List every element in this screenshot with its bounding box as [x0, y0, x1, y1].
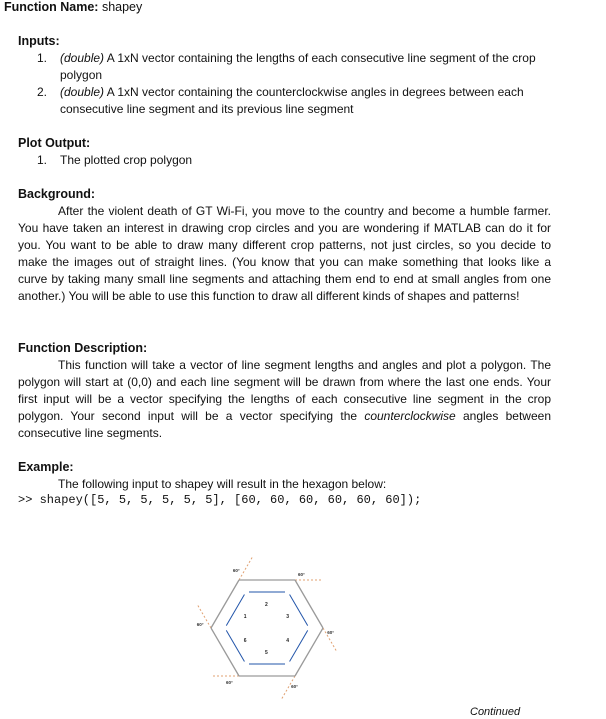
hexagon-side-4 — [295, 628, 323, 676]
input-item-1-type: (double) — [60, 51, 105, 65]
background-heading: Background: — [18, 187, 96, 201]
side-label-5: 5 — [265, 650, 268, 656]
side-label-3: 3 — [286, 614, 290, 621]
plot-output-item-1 — [37, 152, 555, 169]
figure-labels — [197, 568, 334, 689]
input-item-2 — [37, 84, 555, 118]
example-intro: The following input to shapey will result in the hexagon below: — [58, 477, 387, 491]
side-label-4: 4 — [286, 637, 290, 644]
side-label-6: 6 — [243, 637, 247, 644]
input-item-2-text: A 1xN vector containing the counterclockwise angles in degrees between each consecutive line segment and its previous line segment — [60, 85, 524, 116]
plot-output-heading: Plot Output: — [18, 136, 91, 150]
direction-arrow-1 — [226, 594, 244, 625]
angle-guide-1 — [239, 556, 253, 580]
angle-label-4: 60° — [291, 683, 298, 689]
plot-output-list — [37, 152, 555, 169]
function-name-line — [4, 0, 142, 14]
angle-label-2: 60° — [298, 572, 305, 577]
input-item-1-text: A 1xN vector containing the lengths of each consecutive line segment of the crop polygon — [60, 51, 536, 82]
figure-edges — [211, 580, 323, 676]
angle-label-1: 60° — [232, 568, 240, 574]
direction-arrow-4 — [290, 630, 308, 661]
function-description-paragraph — [18, 357, 551, 442]
function-name-label: Function Name: — [4, 0, 99, 14]
input-item-1 — [37, 50, 555, 84]
inputs-list — [37, 50, 555, 118]
plot-output-item-1-number: 1. — [37, 153, 48, 167]
function-description-heading: Function Description: — [18, 341, 148, 355]
hexagon-side-1 — [211, 580, 239, 628]
hexagon-side-6 — [211, 628, 239, 676]
example-heading: Example: — [18, 460, 74, 474]
side-label-2: 2 — [265, 602, 268, 608]
inputs-heading: Inputs: — [18, 34, 60, 48]
function-description-text-1: This function will take a vector of line segment lengths and angles and plot a polygon. The polygon will start at (0,0) and each line segment will be drawn from where the last one ends. Your first input will be a vector specifying the lengths of each consecutive line segment in the crop polygon. Your second input will be a vector specifying the — [18, 358, 551, 423]
side-label-1: 1 — [243, 614, 247, 621]
input-item-1-number: 1. — [37, 51, 48, 65]
function-name-value: shapey — [101, 0, 143, 14]
angle-label-3: 60° — [327, 629, 335, 635]
direction-arrow-6 — [226, 630, 244, 661]
hexagon-side-3 — [295, 580, 323, 628]
function-description-text-2: angles between consecutive line segments. — [18, 409, 551, 440]
continued-footer: Continued — [470, 706, 521, 718]
hexagon-figure — [180, 508, 390, 719]
angle-label-6: 60° — [196, 622, 204, 628]
example-code: >> shapey([5, 5, 5, 5, 5, 5], [60, 60, 60, 60, 60, 60]); — [18, 493, 422, 507]
input-item-2-number: 2. — [37, 85, 48, 99]
figure-dash-lines — [197, 556, 337, 700]
background-paragraph: After the violent death of GT Wi-Fi, you move to the country and become a humble farmer. You have taken an interest in drawing crop circles and you are wondering if MATLAB can do it for you. You want to be able to draw many different crop patterns, not just circles, so you decide to make the images out of straight lines. (You know that you can make something that looks like a curve by taking many small line segments and attaching them end to end at small angles from one another.) You will be able to use this function to draw all different kinds of shapes and patterns! — [18, 204, 551, 303]
plot-output-item-1-text: The plotted crop polygon — [60, 153, 193, 167]
direction-arrow-3 — [290, 594, 308, 625]
function-description-emphasis: counterclockwise — [364, 409, 456, 423]
angle-label-5: 60° — [226, 680, 233, 685]
input-item-2-type: (double) — [60, 85, 105, 99]
